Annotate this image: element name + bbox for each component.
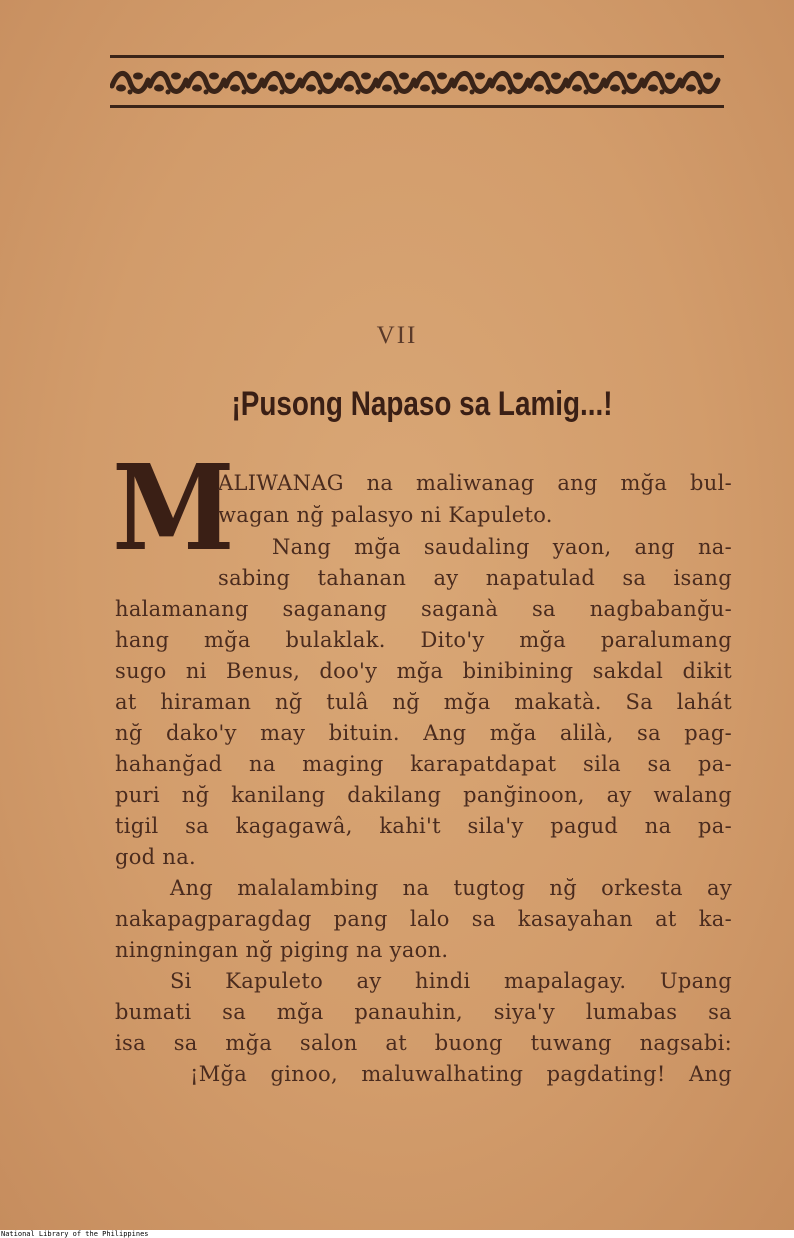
body-line: Si Kapuleto ay hindi mapalagay. Upang (170, 969, 732, 993)
ornament-motif (682, 73, 718, 95)
body-line: ningningan nğ piging na yaon. (115, 938, 449, 962)
ornament-motif (302, 73, 338, 95)
ornament-motif (150, 73, 186, 95)
body-line: hahanğad na maging karapatdapat sila sa pa- (115, 752, 732, 776)
ornament-motif (606, 73, 642, 95)
body-line: god na. (115, 845, 197, 869)
body-line: isa sa mğa salon at buong tuwang nagsabi: (115, 1031, 732, 1055)
ornament-motif (568, 73, 604, 95)
ornament-motif (416, 73, 452, 95)
chapter-number: VII (376, 322, 418, 349)
body-line: sugo ni Benus, doo'y mğa binibining sakdal dikit (115, 659, 732, 683)
body-line: puri nğ kanilang dakilang panğinoon, ay walang (115, 783, 732, 807)
body-line: bumati sa mğa panauhin, siya'y lumabas sa (115, 1000, 732, 1024)
library-label: National Library of the Philippines (0, 1230, 794, 1238)
body-line: nğ dako'y may bituin. Ang mğa alilà, sa pag- (115, 721, 732, 745)
ornament-motif (188, 73, 224, 95)
ornament-motif (530, 73, 566, 95)
body-line: ¡Mğa ginoo, maluwalhating pagdating! Ang (190, 1062, 732, 1086)
ornament-motif (454, 73, 490, 95)
body-line: sabing tahanan ay napatulad sa isang (218, 566, 732, 590)
ornament-motif (492, 73, 528, 95)
ornament-motif (112, 73, 148, 95)
ornament-vine-band (110, 66, 724, 100)
drop-cap: M (112, 438, 235, 577)
body-line: Ang malalambing na tugtog nğ orkesta ay (170, 876, 732, 900)
body-line: tigil sa kagagawâ, kahi't sila'y pagud na pa- (115, 814, 732, 838)
ornament-motif (226, 73, 262, 95)
body-line: nakapagparagdag pang lalo sa kasayahan at ka- (115, 907, 732, 931)
ornament-top-rule (110, 55, 724, 58)
body-line: halamanang saganang saganà sa nagbabanğu- (115, 597, 732, 621)
ornament-bottom-rule (110, 105, 724, 108)
body-line: wagan nğ palasyo ni Kapuleto. (218, 503, 553, 527)
ornament-motif (340, 73, 376, 95)
body-line: at hiraman nğ tulâ nğ mğa makatà. Sa lahát (115, 690, 732, 714)
ornament-motif (644, 73, 680, 95)
body-line: Nang mğa saudaling yaon, ang na- (272, 535, 732, 559)
body-line: ALIWANAG na maliwanag ang mğa bul- (218, 471, 732, 495)
body-line: hang mğa bulaklak. Dito'y mğa paralumang (115, 628, 732, 652)
chapter-title: ¡Pusong Napaso sa Lamig...! (231, 385, 613, 423)
header-ornament (110, 55, 724, 113)
ornament-motif (264, 73, 300, 95)
ornament-motif (378, 73, 414, 95)
